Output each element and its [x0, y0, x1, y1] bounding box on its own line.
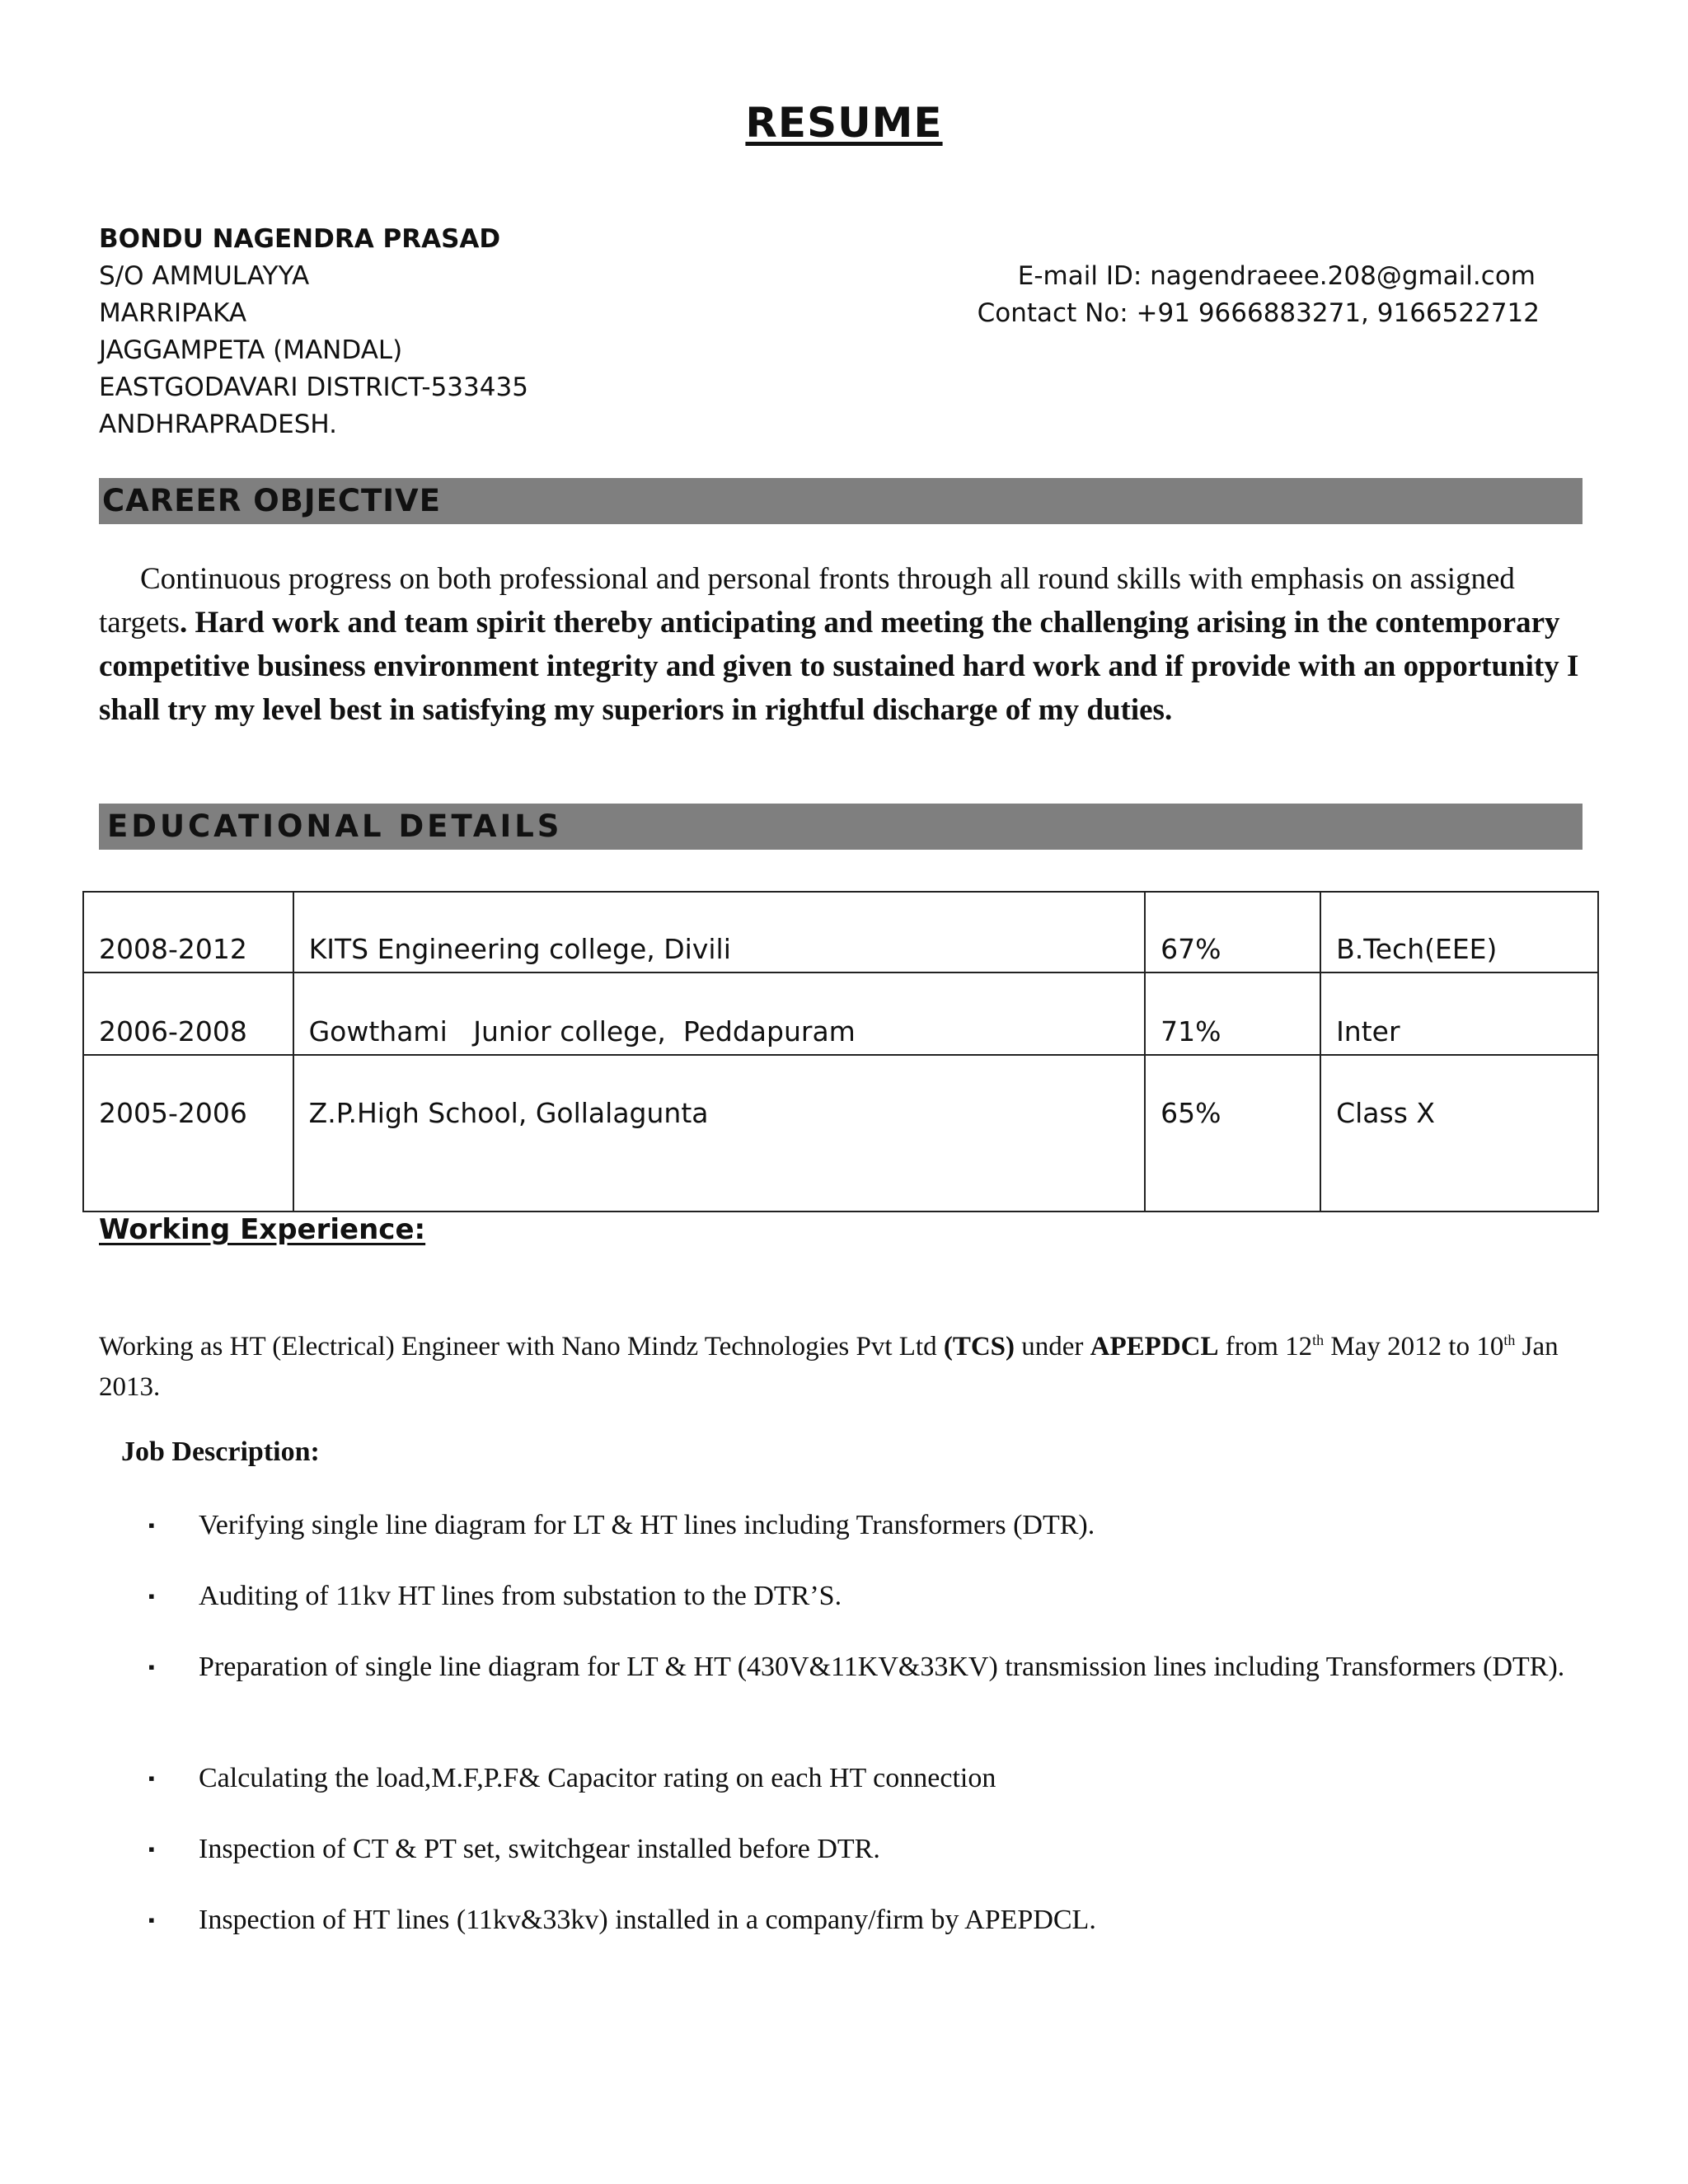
work-text-part: Working as HT (Electrical) Engineer with Nano Mindz Technologies Pvt Ltd: [99, 1332, 944, 1361]
job-description-heading: Job Description:: [121, 1436, 320, 1467]
work-text-part: Jan 2013.: [99, 1332, 1559, 1402]
address-line: ANDHRAPRADESH.: [99, 410, 338, 439]
duty-text: Inspection of HT lines (11kv&33kv) installed in a company/firm by APEPDCL.: [199, 1905, 1096, 1935]
list-item: [148, 1647, 1591, 1687]
bullet-icon: ▪: [148, 1586, 155, 1606]
duty-text: Preparation of single line diagram for LT & HT (430V&11KV&33KV) transmission lines including Transformers (DTR).: [199, 1652, 1565, 1682]
bullet-icon: ▪: [148, 1839, 155, 1859]
list-item: [148, 1829, 1591, 1869]
ordinal-suffix: th: [1312, 1332, 1325, 1348]
objective-bold-text: . Hard work and team spirit thereby anticipating and meeting the challenging arising in the contemporary competitive business environment integrity and given to sustained hard work and if provide with an opportunity I shall try my level best in satisfying my superiors in rightful discharge of my duties.: [99, 606, 1579, 727]
list-item: [148, 1900, 1591, 1940]
client-name: APEPDCL: [1090, 1332, 1219, 1361]
edu-course: Inter: [1320, 972, 1598, 1055]
table-row: [83, 972, 1598, 1055]
address-line: EASTGODAVARI DISTRICT-533435: [99, 373, 528, 402]
duty-text: Inspection of CT & PT set, switchgear installed before DTR.: [199, 1834, 880, 1864]
company-name: (TCS): [943, 1332, 1015, 1361]
edu-course: B.Tech(EEE): [1320, 892, 1598, 972]
work-experience-text: [99, 1327, 1582, 1408]
edu-percent: 65%: [1145, 1055, 1320, 1212]
objective-normal-text: Continuous progress on both professional and personal fronts through all round skills with emphasis on assigned targets: [99, 562, 1515, 640]
bullet-icon: ▪: [148, 1910, 155, 1930]
educational-details-heading: EDUCATIONAL DETAILS: [107, 808, 563, 844]
bullet-icon: ▪: [148, 1657, 155, 1677]
duty-text: Auditing of 11kv HT lines from substation to the DTR’S.: [199, 1581, 842, 1611]
candidate-name: BONDU NAGENDRA PRASAD: [99, 224, 501, 254]
list-item: [148, 1505, 1591, 1545]
duty-text: Calculating the load,M.F,P.F& Capacitor rating on each HT connection: [199, 1763, 996, 1793]
table-row: [83, 892, 1598, 972]
edu-institution: Gowthami Junior college, Peddapuram: [293, 972, 1146, 1055]
address-line: S/O AMMULAYYA: [99, 261, 310, 291]
edu-institution: Z.P.High School, Gollalagunta: [293, 1055, 1146, 1212]
table-row: [83, 1055, 1598, 1212]
work-experience-heading: Working Experience:: [99, 1213, 426, 1246]
list-item: [148, 1758, 1591, 1798]
edu-years: 2005-2006: [83, 1055, 293, 1212]
education-table: [82, 891, 1599, 1212]
educational-details-header: [99, 804, 1582, 850]
work-text-part: May 2012 to 10: [1324, 1332, 1504, 1361]
edu-years: 2008-2012: [83, 892, 293, 972]
email-contact: E-mail ID: nagendraeee.208@gmail.com: [1017, 261, 1536, 291]
bullet-icon: ▪: [148, 1515, 155, 1535]
bullet-icon: ▪: [148, 1768, 155, 1788]
edu-course: Class X: [1320, 1055, 1598, 1212]
career-objective-heading: CAREER OBJECTIVE: [102, 483, 441, 518]
edu-percent: 71%: [1145, 972, 1320, 1055]
work-text-part: under: [1015, 1332, 1090, 1361]
page-title: RESUME: [745, 99, 943, 147]
address-line: JAGGAMPETA (MANDAL): [99, 335, 403, 365]
career-objective-header: [99, 478, 1582, 524]
work-text-part: from 12: [1218, 1332, 1313, 1361]
edu-years: 2006-2008: [83, 972, 293, 1055]
edu-percent: 67%: [1145, 892, 1320, 972]
duty-text: Verifying single line diagram for LT & HT lines including Transformers (DTR).: [199, 1510, 1095, 1540]
edu-institution: KITS Engineering college, Divili: [293, 892, 1146, 972]
ordinal-suffix: th: [1503, 1332, 1516, 1348]
address-line: MARRIPAKA: [99, 298, 247, 328]
phone-contact: Contact No: +91 9666883271, 9166522712: [977, 298, 1540, 328]
career-objective-text: [99, 557, 1582, 732]
list-item: [148, 1576, 1591, 1616]
